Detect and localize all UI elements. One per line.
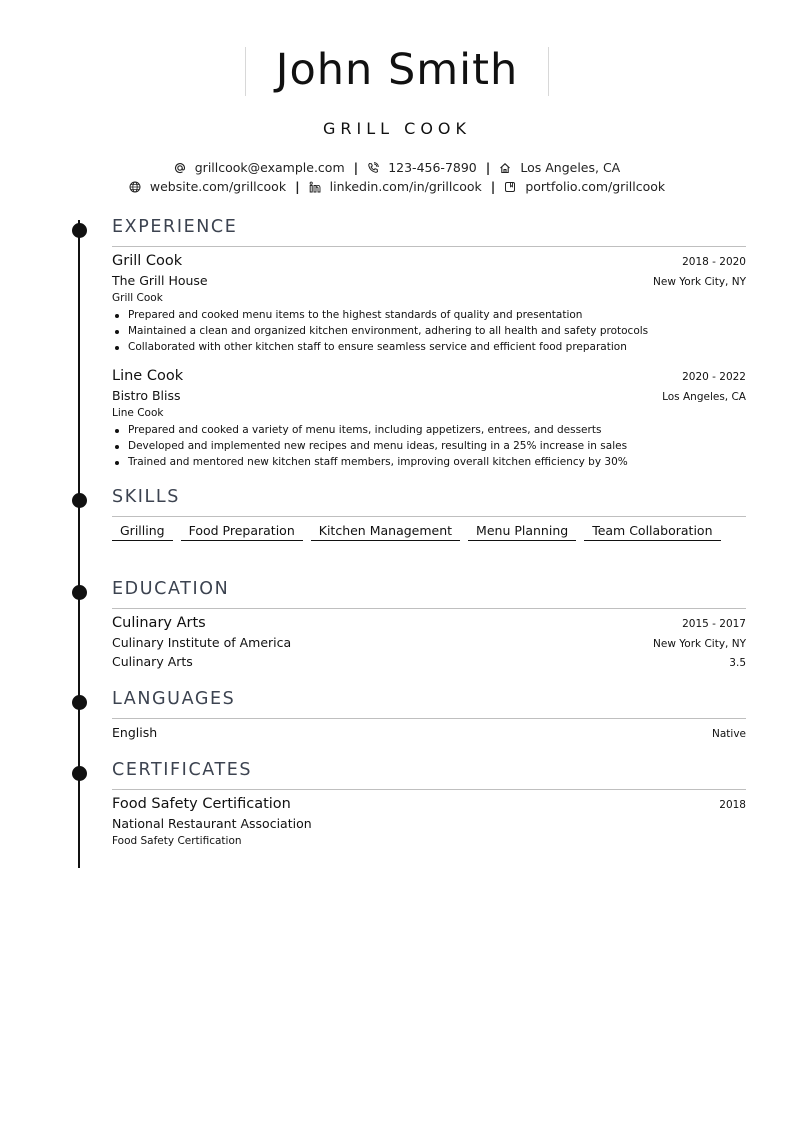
gpa: 3.5 [729,657,746,669]
contact-website[interactable] [129,179,286,194]
certificate-issuer: National Restaurant Association [112,816,312,831]
contact-linkedin-text: linkedin.com/in/grillcook [329,179,482,194]
section-divider [112,789,746,790]
job-role: Line Cook [112,407,164,419]
job-dates: 2020 - 2022 [682,371,746,383]
separator: | [485,160,491,175]
candidate-name: John Smith [275,45,519,95]
school-location: New York City, NY [653,638,746,650]
contact-row-2 [0,179,794,194]
job-title: Grill Cook [112,253,183,269]
section-title-experience: EXPERIENCE [112,217,238,237]
education-dates: 2015 - 2017 [682,618,746,630]
experience-entry-1-company [112,273,746,288]
skill-tag: Food Preparation [181,523,303,541]
certificate-header [112,796,746,812]
language-level: Native [712,728,746,740]
contact-email-text: grillcook@example.com [194,160,345,175]
list-item: Prepared and cooked a variety of menu items, including appetizers, entrees, and desserts [112,422,746,438]
certificate-detail-row [112,835,746,847]
certificate-issuer-row [112,816,746,831]
section-divider [112,246,746,247]
skills-list [112,523,746,544]
job-location: New York City, NY [653,276,746,288]
separator: | [295,179,300,194]
timeline-dot-languages [72,695,87,710]
timeline-dot-education [72,585,87,600]
degree: Culinary Arts [112,615,206,631]
field-of-study: Culinary Arts [112,654,193,669]
experience-entry-1-role [112,292,746,304]
contact-portfolio-text: portfolio.com/grillcook [525,179,666,194]
timeline-dot-experience [72,223,87,238]
certificate-detail: Food Safety Certification [112,835,242,847]
portfolio-icon [504,181,516,193]
timeline-dot-skills [72,493,87,508]
contact-portfolio[interactable] [504,179,665,194]
certificate-year: 2018 [719,799,746,811]
skill-tag: Menu Planning [468,523,576,541]
job-role: Grill Cook [112,292,163,304]
education-school-row [112,635,746,650]
company-name: The Grill House [112,273,208,288]
home-icon [499,162,511,174]
list-item: Maintained a clean and organized kitchen environment, adhering to all health and safety protocols [112,323,746,339]
skill-tag: Kitchen Management [311,523,460,541]
list-item: Trained and mentored new kitchen staff members, improving overall kitchen efficiency by 30% [112,454,746,470]
list-item: Developed and implemented new recipes and menu ideas, resulting in a 25% increase in sales [112,438,746,454]
section-title-skills: SKILLS [112,487,180,507]
language-name: English [112,725,158,740]
at-icon [174,162,186,174]
skill-tag: Team Collaboration [584,523,720,541]
contact-row-1 [0,160,794,175]
education-field-row [112,654,746,669]
globe-icon [129,181,141,193]
contact-linkedin[interactable] [309,179,482,194]
job-location: Los Angeles, CA [662,391,746,403]
section-title-languages: LANGUAGES [112,689,236,709]
education-header [112,615,746,631]
experience-entry-1-header [112,253,746,269]
section-divider [112,718,746,719]
school-name: Culinary Institute of America [112,635,292,650]
contact-email[interactable] [174,160,345,175]
separator: | [490,179,496,194]
timeline-dot-certificates [72,766,87,781]
list-item: Collaborated with other kitchen staff to ensure seamless service and efficient food preparation [112,339,746,355]
section-title-certificates: CERTIFICATES [112,760,253,780]
certificate-name: Food Safety Certification [112,796,291,812]
experience-entry-2-header [112,368,746,384]
skill-tag: Grilling [112,523,173,541]
list-item: Prepared and cooked menu items to the highest standards of quality and presentation [112,307,746,323]
job-title: GRILL COOK [323,119,471,138]
section-title-education: EDUCATION [112,579,230,599]
section-divider [112,516,746,517]
language-row [112,725,746,740]
separator: | [353,160,359,175]
company-name: Bistro Bliss [112,388,181,403]
linkedin-icon [309,181,321,193]
contact-website-text: website.com/grillcook [149,179,287,194]
job-dates: 2018 - 2020 [682,256,746,268]
phone-icon [367,162,379,174]
contact-location-text: Los Angeles, CA [520,160,621,175]
job-title: Line Cook [112,368,184,384]
experience-entry-2-role [112,407,746,419]
contact-phone[interactable] [367,160,477,175]
contact-location [499,160,620,175]
experience-entry-2-bullets [112,422,746,470]
experience-entry-2-company [112,388,746,403]
experience-entry-1-bullets [112,307,746,355]
contact-phone-text: 123-456-7890 [388,160,477,175]
name-frame [245,47,549,96]
section-divider [112,608,746,609]
